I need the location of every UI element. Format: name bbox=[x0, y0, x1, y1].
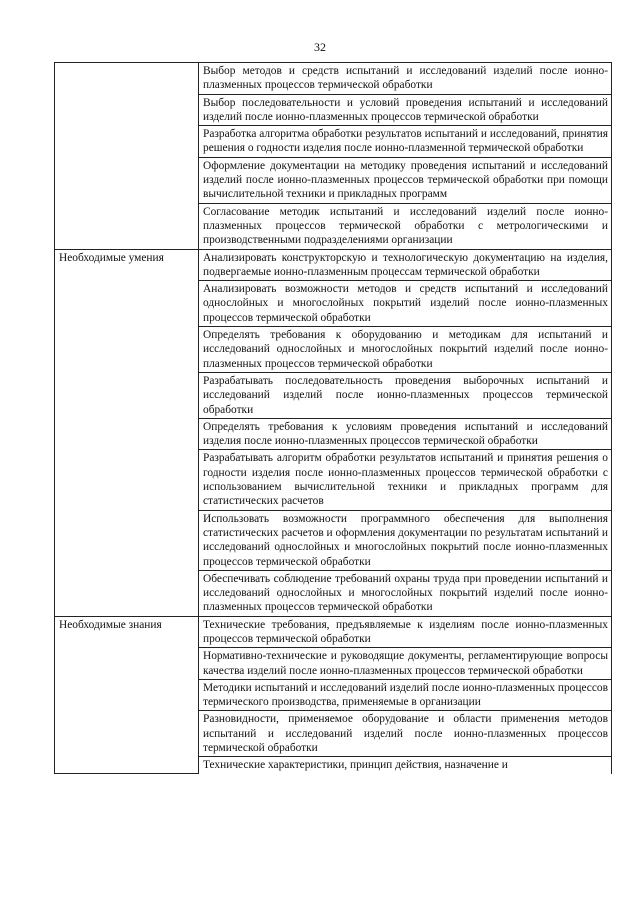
requirement-text: Методики испытаний и исследований изделий после ионно-плазменных процессов термического производства, применяемые в организации bbox=[199, 679, 612, 711]
requirement-text: Обеспечивать соблюдение требований охраны труда при проведении испытаний и исследований однослойных и многослойных покрытий изделий после ионно-плазменных процессов термической обработки bbox=[199, 570, 612, 616]
requirement-text: Разрабатывать алгоритм обработки результатов испытаний и принятия решения о годности изделия после ионно-плазменных процессов термической обработки с использованием вычислительной техники и прикладных программ для статистических расчетов bbox=[199, 450, 612, 510]
requirement-text: Разрабатывать последовательность проведения выборочных испытаний и исследований изделий после ионно-плазменных процессов термической обработки bbox=[199, 372, 612, 418]
section-label: Необходимые умения bbox=[55, 249, 199, 616]
requirement-text: Выбор последовательности и условий проведения испытаний и исследований изделий после ионно-плазменных процессов термической обработки bbox=[199, 94, 612, 126]
requirement-text: Анализировать возможности методов и средств испытаний и исследований однослойных и многослойных покрытий изделий после ионно-плазменных процессов термической обработки bbox=[199, 281, 612, 327]
requirement-text: Разновидности, применяемое оборудование и области применения методов испытаний и исследований изделий после ионно-плазменных процессов термической обработки bbox=[199, 711, 612, 757]
requirement-text: Разработка алгоритма обработки результатов испытаний и исследований, принятия решения о годности изделия после ионно-плазменной термической обработки bbox=[199, 126, 612, 158]
section-label: Необходимые знания bbox=[55, 616, 199, 773]
page-number: 32 bbox=[314, 40, 326, 54]
table-body bbox=[55, 63, 612, 774]
table-row bbox=[55, 249, 612, 281]
requirement-text: Технические характеристики, принцип действия, назначение и bbox=[199, 757, 612, 774]
requirement-text: Выбор методов и средств испытаний и исследований изделий после ионно-плазменных процессов термической обработки bbox=[199, 63, 612, 95]
requirement-text: Использовать возможности программного обеспечения для выполнения статистических расчетов и оформления документации по результатам испытаний и исследований однослойных и многослойных покрытий после ионно-плазменных процессов термической обработки bbox=[199, 510, 612, 570]
requirement-text: Нормативно-технические и руководящие документы, регламентирующие вопросы качества изделий после ионно-плазменных процессов термической обработки bbox=[199, 648, 612, 680]
competency-table bbox=[54, 62, 612, 774]
section-label bbox=[55, 63, 199, 250]
requirement-text: Оформление документации на методику проведения испытаний и исследований изделий после ионно-плазменных процессов термической обработки при помощи вычислительной техники и прикладных программ bbox=[199, 157, 612, 203]
table-row bbox=[55, 63, 612, 95]
requirement-text: Анализировать конструкторскую и технологическую документацию на изделия, подвергаемые ионно-плазменным процессам термической обработки bbox=[199, 249, 612, 281]
requirement-text: Определять требования к условиям проведения испытаний и исследований изделия после ионно-плазменных процессов термической обработки bbox=[199, 418, 612, 450]
requirement-text: Определять требования к оборудованию и методикам для испытаний и исследований однослойных и многослойных покрытий изделий после ионно-плазменных процессов термической обработки bbox=[199, 327, 612, 373]
table-row bbox=[55, 616, 612, 648]
requirement-text: Технические требования, предъявляемые к изделиям после ионно-плазменных процессов термической обработки bbox=[199, 616, 612, 648]
requirement-text: Согласование методик испытаний и исследований изделий после ионно-плазменных процессов термической обработки с метрологическими и производственными подразделениями организации bbox=[199, 203, 612, 249]
